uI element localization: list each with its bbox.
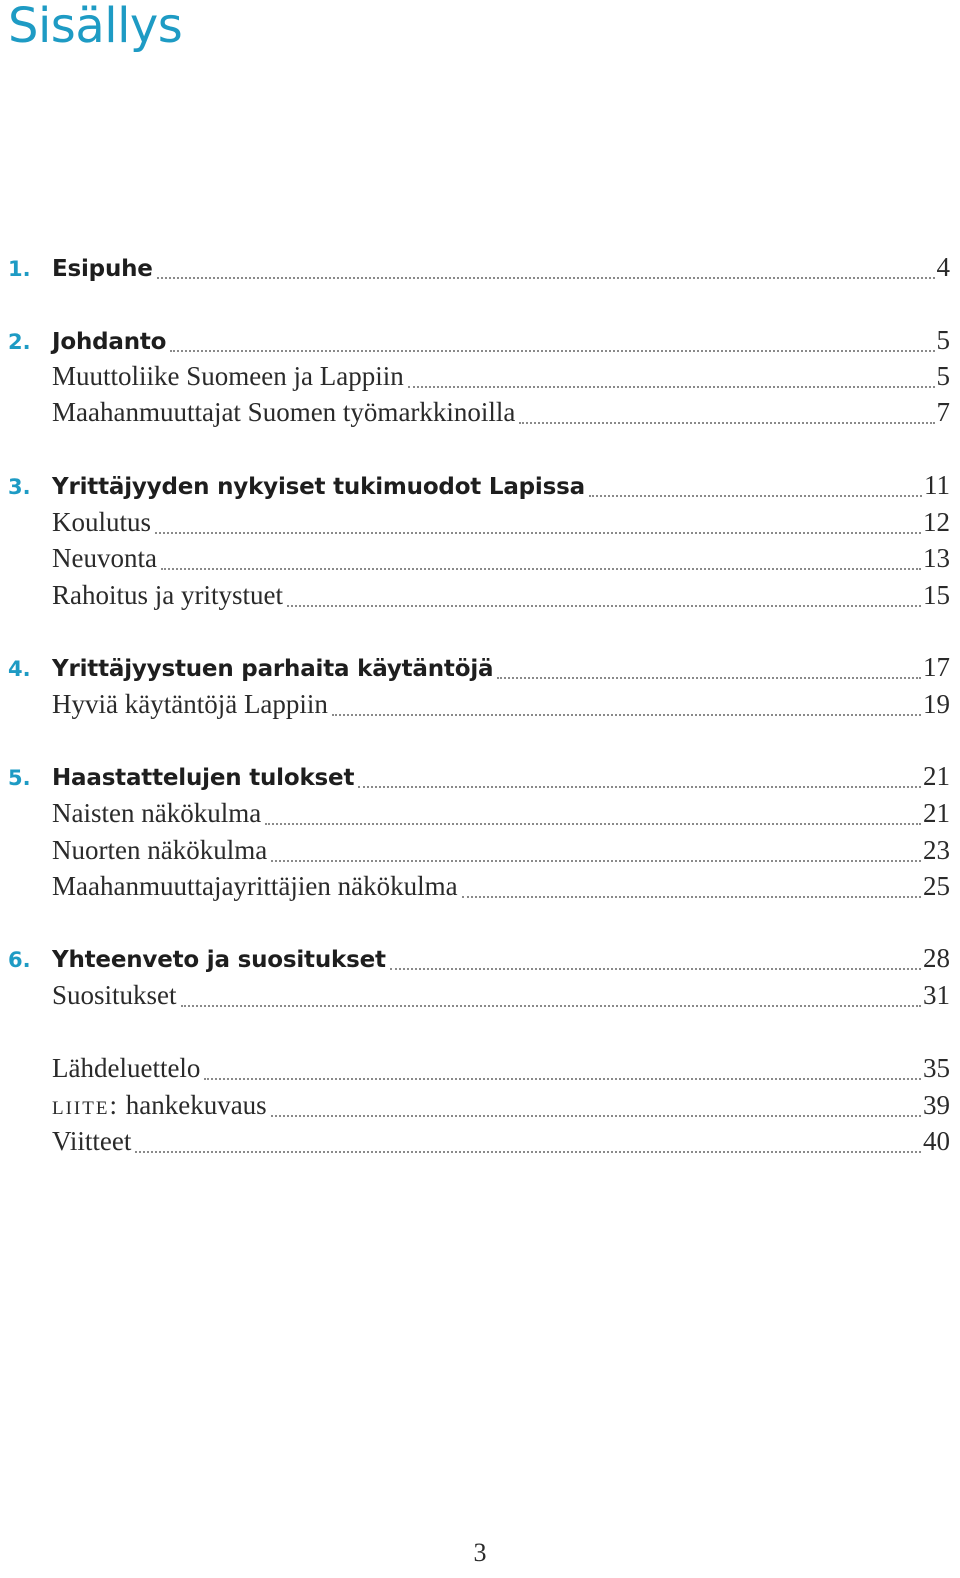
toc-entry-muuttoliike[interactable] [0,361,950,397]
toc-entry-rahoitus[interactable] [0,580,950,616]
subsection-title: Hyviä käytäntöjä Lappiin [52,689,328,719]
liite-label: hankekuvaus [125,1090,267,1120]
dot-leader [287,605,921,607]
toc-entry-yhteenveto[interactable] [0,943,950,979]
section-number: 1. [8,257,31,281]
page-ref: 31 [923,980,950,1010]
dot-leader [204,1078,921,1080]
page-ref: 5 [936,325,950,355]
section-title: Yrittäjyystuen parhaita käytäntöjä [52,656,494,682]
toc-entry-johdanto[interactable] [0,325,950,361]
subsection-title: Suositukset [52,980,177,1010]
section-title: Esipuhe [52,256,153,282]
section-number: 5. [8,766,31,790]
page-ref: 40 [923,1126,950,1156]
page-ref: 39 [923,1090,950,1120]
subsection-title: Rahoitus ja yritystuet [52,580,283,610]
subsection-title: Naisten näkökulma [52,798,262,828]
subsection-title: Neuvonta [52,543,157,573]
dot-leader [157,277,935,279]
dot-leader [332,714,921,716]
page-ref: 5 [936,361,950,391]
subsection-title: Lähdeluettelo [52,1053,201,1083]
toc-entry-lahdeluettelo[interactable] [0,1053,950,1089]
section-number: 6. [8,948,31,972]
dot-leader [519,422,934,424]
page-ref: 15 [923,580,950,610]
subsection-title [52,1090,267,1121]
section-number: 4. [8,657,31,681]
section-number: 3. [8,475,31,499]
liite-prefix: liite: [52,1090,119,1120]
dot-leader [265,823,921,825]
subsection-title: Maahanmuuttajayrittäjien näkökulma [52,871,458,901]
toc-entry-esipuhe[interactable] [0,252,950,288]
dot-leader [271,860,921,862]
dot-leader [181,1005,921,1007]
page-ref: 11 [924,470,950,500]
page-ref: 21 [923,798,950,828]
subsection-title: Koulutus [52,507,152,537]
page-ref: 17 [923,652,950,682]
toc-entry-koulutus[interactable] [0,507,950,543]
dot-leader [271,1115,921,1117]
dot-leader [462,896,921,898]
toc-entry-yrittajyyden-tukimuodot[interactable] [0,470,950,506]
page-ref: 35 [923,1053,950,1083]
section-title: Yrittäjyyden nykyiset tukimuodot Lapissa [52,474,585,500]
section-title: Johdanto [52,329,167,355]
subsection-title: Viitteet [52,1126,132,1156]
toc-entry-parhaita-kaytantoja[interactable] [0,652,950,688]
dot-leader [390,968,921,970]
toc-entry-maahanmuuttajat[interactable] [0,397,950,433]
dot-leader [155,532,921,534]
page-number: 3 [473,1538,487,1567]
page-ref: 19 [923,689,950,719]
toc-entry-naisten-nakokulma[interactable] [0,798,950,834]
page-ref: 23 [923,835,950,865]
dot-leader [135,1151,921,1153]
section-number: 2. [8,330,31,354]
dot-leader [408,386,935,388]
page-ref: 28 [923,943,950,973]
toc-entry-neuvonta[interactable] [0,543,950,579]
toc-entry-suositukset[interactable] [0,980,950,1016]
toc-entry-maahanmuuttajayrittajien-nakokulma[interactable] [0,871,950,907]
toc-entry-liite-hankekuvaus[interactable] [0,1090,950,1126]
page-ref: 7 [936,397,950,427]
subsection-title: Muuttoliike Suomeen ja Lappiin [52,361,404,391]
section-title: Haastattelujen tulokset [52,765,355,791]
toc-entry-viitteet[interactable] [0,1126,950,1162]
section-title: Yhteenveto ja suositukset [52,947,386,973]
page-ref: 21 [923,761,950,791]
page-ref: 25 [923,871,950,901]
toc-entry-haastattelujen-tulokset[interactable] [0,761,950,797]
page-ref: 4 [936,252,950,282]
dot-leader [170,350,934,352]
page-title: Sisällys [8,0,183,54]
dot-leader [497,677,921,679]
subsection-title: Maahanmuuttajat Suomen työmarkkinoilla [52,397,516,427]
subsection-title: Nuorten näkökulma [52,835,268,865]
dot-leader [358,786,921,788]
toc-entry-hyvia-kaytantoja[interactable] [0,689,950,725]
dot-leader [589,495,922,497]
page-ref: 13 [923,543,950,573]
dot-leader [161,568,921,570]
page-ref: 12 [923,507,950,537]
toc-entry-nuorten-nakokulma[interactable] [0,835,950,871]
